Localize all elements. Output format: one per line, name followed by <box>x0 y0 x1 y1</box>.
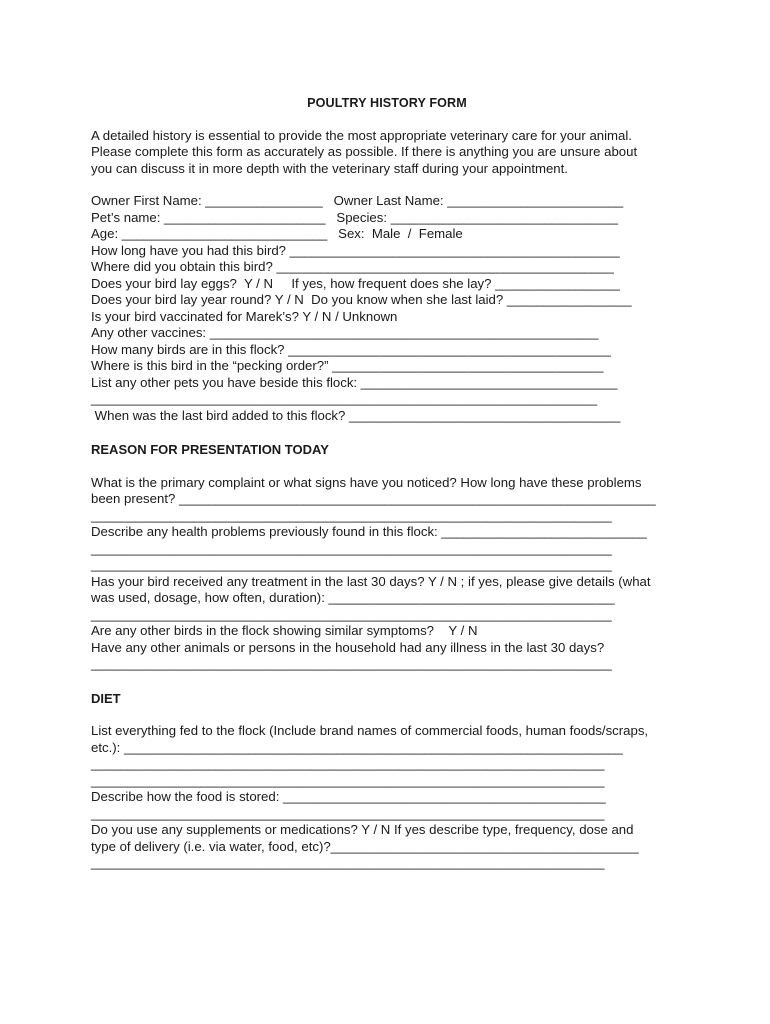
previous-health-problems-field: Describe any health problems previously found in this flock: ____________________________ <box>91 524 647 539</box>
flock-size-field: How many birds are in this flock? ____________________________________________ <box>91 341 611 357</box>
food-storage-field: Describe how the food is stored: ____________________________________________ <box>91 789 606 804</box>
history-section <box>91 193 683 424</box>
recent-treatment-question: Has your bird received any treatment in the last 30 days? Y / N ; if yes, please give details (what <box>91 573 651 589</box>
presentation-section <box>91 475 683 673</box>
blank-answer-line: _______________________________________________________________________ <box>91 540 612 556</box>
blank-answer-line: _____________________________________________________________________ <box>91 391 598 406</box>
intro-line: Please complete this form as accurately as possible. If there is anything you are unsure about <box>91 144 638 159</box>
blank-answer-line: ______________________________________________________________________ <box>91 772 605 788</box>
supplements-question: Do you use any supplements or medications? Y / N If yes describe type, frequency, dose and <box>91 822 634 837</box>
food-list-question: List everything fed to the flock (Include brand names of commercial foods, human foods/scraps, <box>91 723 649 738</box>
mareks-vaccine-field: Is your bird vaccinated for Marek’s? Y / N / Unknown <box>91 308 398 324</box>
other-pets-field: List any other pets you have beside this flock: ___________________________________ <box>91 374 618 390</box>
delivery-type-field: type of delivery (i.e. via water, food, etc)?__________________________________________ <box>91 838 639 854</box>
blank-answer-line: _______________________________________________________________________ <box>91 656 612 671</box>
blank-answer-line: ______________________________________________________________________ <box>91 855 605 870</box>
pet-name-species-fields: Pet’s name: ______________________ Species: _______________________________ <box>91 209 619 225</box>
food-list-field: etc.): ____________________________________________________________________ <box>91 739 623 755</box>
owner-name-fields: Owner First Name: ________________ Owner Last Name: ________________________ <box>91 193 624 208</box>
blank-answer-line: ______________________________________________________________________ <box>91 805 605 821</box>
intro-line: A detailed history is essential to provide the most appropriate veterinary care for your animal. <box>91 127 632 143</box>
blank-answer-line: _______________________________________________________________________ <box>91 606 612 622</box>
presentation-heading: REASON FOR PRESENTATION TODAY <box>91 442 329 457</box>
pecking-order-field: Where is this bird in the “pecking order?” _____________________________________ <box>91 358 604 373</box>
form-title: POULTRY HISTORY FORM <box>307 96 467 110</box>
diet-section <box>91 723 683 872</box>
ownership-duration-field: How long have you had this bird? _____________________________________________ <box>91 242 620 258</box>
similar-symptoms-question: Are any other birds in the flock showing similar symptoms? Y / N <box>91 623 478 638</box>
age-sex-fields: Age: ____________________________ Sex: Male / Female <box>91 226 463 241</box>
blank-answer-line: ______________________________________________________________________ <box>91 756 605 771</box>
primary-complaint-question: What is the primary complaint or what signs have you noticed? How long have these problems <box>91 474 642 490</box>
last-bird-added-field: When was the last bird added to this flock? _____________________________________ <box>91 407 621 423</box>
household-illness-question: Have any other animals or persons in the household had any illness in the last 30 days? <box>91 639 605 655</box>
blank-answer-line: _______________________________________________________________________ <box>91 507 612 523</box>
problem-duration-field: been present? _________________________________________________________________ <box>91 491 656 506</box>
blank-answer-line: _______________________________________________________________________ <box>91 557 612 572</box>
intro-paragraph <box>91 128 683 178</box>
egg-laying-field: Does your bird lay eggs? Y / N If yes, how frequent does she lay? _________________ <box>91 275 620 291</box>
diet-heading: DIET <box>91 690 121 706</box>
intro-line: you can discuss it in more depth with the veterinary staff during your appointment. <box>91 160 568 176</box>
year-round-laying-field: Does your bird lay year round? Y / N Do you know when she last laid? _________________ <box>91 292 632 307</box>
treatment-details-field: was used, dosage, how often, duration): _______________________________________ <box>91 590 615 605</box>
form-page <box>91 95 683 872</box>
bird-origin-field: Where did you obtain this bird? ______________________________________________ <box>91 259 614 274</box>
other-vaccines-field: Any other vaccines: _____________________________________________________ <box>91 325 599 340</box>
